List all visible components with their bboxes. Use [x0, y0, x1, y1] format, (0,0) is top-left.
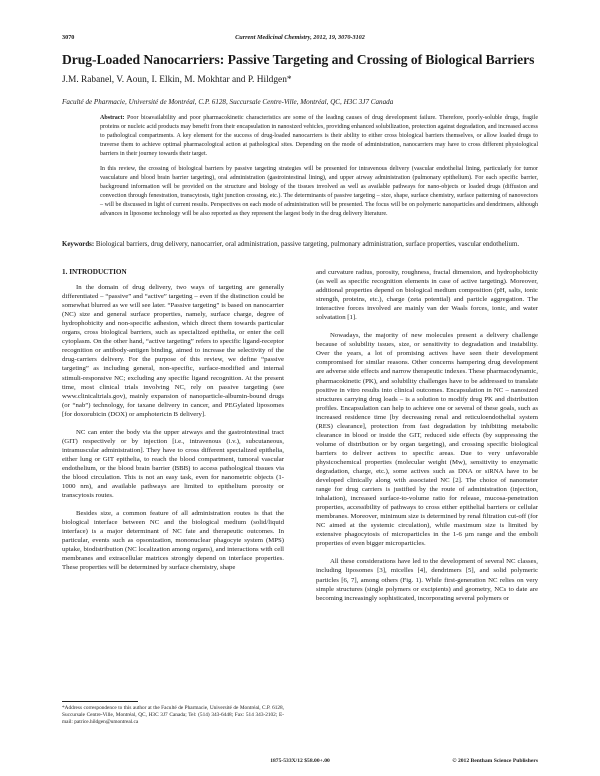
- intro-paragraph-5: All these considerations have led to the development of several NC classes, including liposomes [3], micelles [4], dendrimers [5], and solid polymeric particles [6, 7], among others (Fig. 1). While first-generation NC relies on very simple structures (single polymers or excipients) and geometry, NCs to date are becoming increasingly sophisticated, incorporating several polymers or: [316, 558, 538, 602]
- intro-paragraph-4: Nowadays, the majority of new molecules present a delivery challenge because of solubility issues, size, or sensitivity to degradation and instability. Over the years, a lot of promising actives have seen their development compromised for similar reasons. Other concerns hampering drug development are adverse side effects and narrow therapeutic indexes. These pharmacodynamic, pharmacokinetic (PK), and solubility challenges have to be addressed to translate positive in vitro results into clinical outcomes. Encapsulation in NC – nanosized structures carrying drug loads – is a solution to modify drug PK and distribution profiles. Encapsulation can help to achieve one or several of these goals, such as increased residence time [by decreasing renal and reticuloendothelial system (RES) clearance], protection from fast degradation by inhibiting metabolic clearance in blood or inside the GIT, reduced side effects (by suppressing the volume of distribution or by organ targeting), and crossing specific biological barriers to deliver actives to specific areas. Due to very unfavorable physicochemical properties (molecular weight (Mw), sensitivity to enzymatic degradation, charge, etc.), some actives such as DNA or siRNA have to be developed clinically along with associated NC [2]. The choice of nanometer range for drug carriers is justified by the route of administration (injection, inhalation), increased surface-to-volume ratio for release, mucosa-penetration properties, accessibility of pathways to cross either epithelial barriers or cellular membranes. Moreover, minimum size is determined by renal filtration cut-off (for NC aimed at the systemic circulation), while maximum size is limited by extensive phagocytosis of microparticles in the 1-6 µm range and the emboli properties of even bigger microparticles.: [316, 332, 538, 548]
- intro-paragraph-3: Besides size, a common feature of all administration routes is that the biological interface between NC and the biological medium (solid/liquid interface) is a major determinant of NC fate and therapeutic outcomes. In particular, events such as opsonization, mononuclear phagocyte system (MPS) uptake, biodistribution (NC localization among organs), and interactions with cell membranes and extracellular matrices strongly depend on interface properties. These properties will be determined by surface chemistry, shape: [62, 510, 284, 572]
- abstract-paragraph-1: [100, 114, 538, 159]
- abstract: [100, 114, 538, 220]
- keywords-text: Biological barriers, drug delivery, nanocarrier, oral administration, passive targeting, pulmonary administration, surface properties, vascular endothelium.: [95, 241, 520, 248]
- intro-paragraph-3-continued: and curvature radius, porosity, roughness, fractal dimension, and hydrophobicity (as well as specific recognition elements in case of active targeting). Moreover, additional properties depend on biological medium composition (pH, salts, ionic strength, proteins, etc.), charge (zeta potential) and particle aggregation. The interactive forces involved are mainly van der Waals forces, ionic, and water solvatation [1].: [316, 269, 538, 322]
- author-list: J.M. Rabanel, V. Aoun, I. Elkin, M. Mokhtar and P. Hildgen*: [62, 75, 292, 85]
- intro-paragraph-2: NC can enter the body via the upper airways and the gastrointestinal tract (GIT) respectively or by injection [i.e., intravenous (i.v.), subcutaneous, intramuscular administration]. They have to cross different specialized epithelia, either lung or GIT epithelia, to reach the blood compartment, tumoral vascular endothelium, or the blood brain barrier (BBB) to access pathological tissues via the blood circulation. This is not an easy task, even for nanometric objects (1-1000 nm), and available pathways are limited to epithelium porosity or transcytosis routes.: [62, 428, 284, 500]
- affiliation: Faculté de Pharmacie, Université de Montréal, C.P. 6128, Succursale Centre-Ville, Montréal, QC, H3C 3J7 Canada: [62, 98, 394, 106]
- page-number: 3070: [62, 34, 75, 41]
- issn-price: 1875-533X/12 $58.00+.00: [270, 758, 330, 764]
- keywords-label: Keywords:: [62, 241, 95, 248]
- correspondence-footnote: *Address correspondence to this author at the Faculté de Pharmacie, Université de Montréal, C.P. 6128, Succursale Centre-Ville, Montréal, QC, H3C 3J7 Canada; Tel: (514) 343-6448; Fax: 514 343-2102; E-mail: patrice.hildgen@umontreal.ca: [62, 705, 284, 726]
- article-title: Drug-Loaded Nanocarriers: Passive Targeting and Crossing of Biological Barriers: [62, 52, 535, 67]
- left-column: [62, 268, 284, 572]
- intro-paragraph-1: In the domain of drug delivery, two ways of targeting are generally differentiated – “passive” and “active” targeting – even if the distinction could be somewhat blurred as we will see later. “Passive targeting” is based on nanocarrier (NC) size and general surface properties, namely, surface charge, degree of hydrophobicity and non-specific adhesion, which direct them towards particular organs, cross biological barriers, such as specialized epithelia, or enter the cell cytoplasm. On the other hand, “active targeting” refers to specific ligand-receptor recognition or antibody-antigen binding, aimed to increase the selectivity of the drug-carriers delivery. For the purpose of this review, we define “passive targeting” as including general, non-specific, surface-modified and internal stimuli-responsive NC; excluding any specific ligand recognition. At the present time, most clinical trials involving NC, rely on passive targeting (see www.clinicaltrials.gov), mainly expansion of nanoparticle-albumin-bound drugs (or “nab”) technology, for taxane delivery in cancer, and PEGylated liposomes [for doxorubicin (DOX) or amphotericin B delivery].: [62, 284, 284, 418]
- abstract-text-1: Poor bioavailability and poor pharmacokinetic characteristics are some of the leading causes of drug development failure. Therefore, poorly-soluble drugs, fragile proteins or nucleic acid products may benefit from their encapsulation in nanosized vehicles, providing enhanced solubilization, protection against degradation, and increased access to pathological compartments. A key element for the success of drug-loaded nanocarriers is their ability to either cross biological barriers themselves, or allow loaded drugs to traverse them to achieve optimal pharmacological action at pathological sites. Depending on the mode of administration, nanocarriers may have to cross different physiological barriers in their journey towards their target.: [100, 115, 538, 158]
- journal-citation: Current Medicinal Chemistry, 2012, 19, 3070-3102: [235, 34, 365, 41]
- abstract-paragraph-2: In this review, the crossing of biological barriers by passive targeting strategies will be presented for intravenous delivery (vascular endothelial lining, particularly for tumor vasculature and blood brain barrier targeting), oral administration (gastrointestinal lining), and upper airway administration (pulmonary epithelium). For each specific barrier, background information will be provided on the structure and biology of the tissues involved as well as available pathways for nano-objects or loaded drugs (diffusion and convection through fenestration, transcytosis, tight junction crossing, etc.). The determinants of passive targeting – size, shape, surface chemistry, surface patterning of nanovectors – will be discussed in light of current results. Perspectives on each mode of administration will be presented. The focus will be on polymeric nanoparticles and dendrimers, although advances in liposome technology will be also reported as they represent the largest body in the drug delivery literature.: [100, 166, 538, 218]
- section-heading-introduction: 1. INTRODUCTION: [62, 268, 127, 276]
- keywords: [62, 240, 538, 249]
- right-column: [316, 268, 538, 603]
- running-header: [62, 34, 538, 44]
- copyright: © 2012 Bentham Science Publishers: [452, 758, 538, 764]
- footnote-divider: [62, 701, 138, 702]
- abstract-label: Abstract:: [100, 115, 125, 121]
